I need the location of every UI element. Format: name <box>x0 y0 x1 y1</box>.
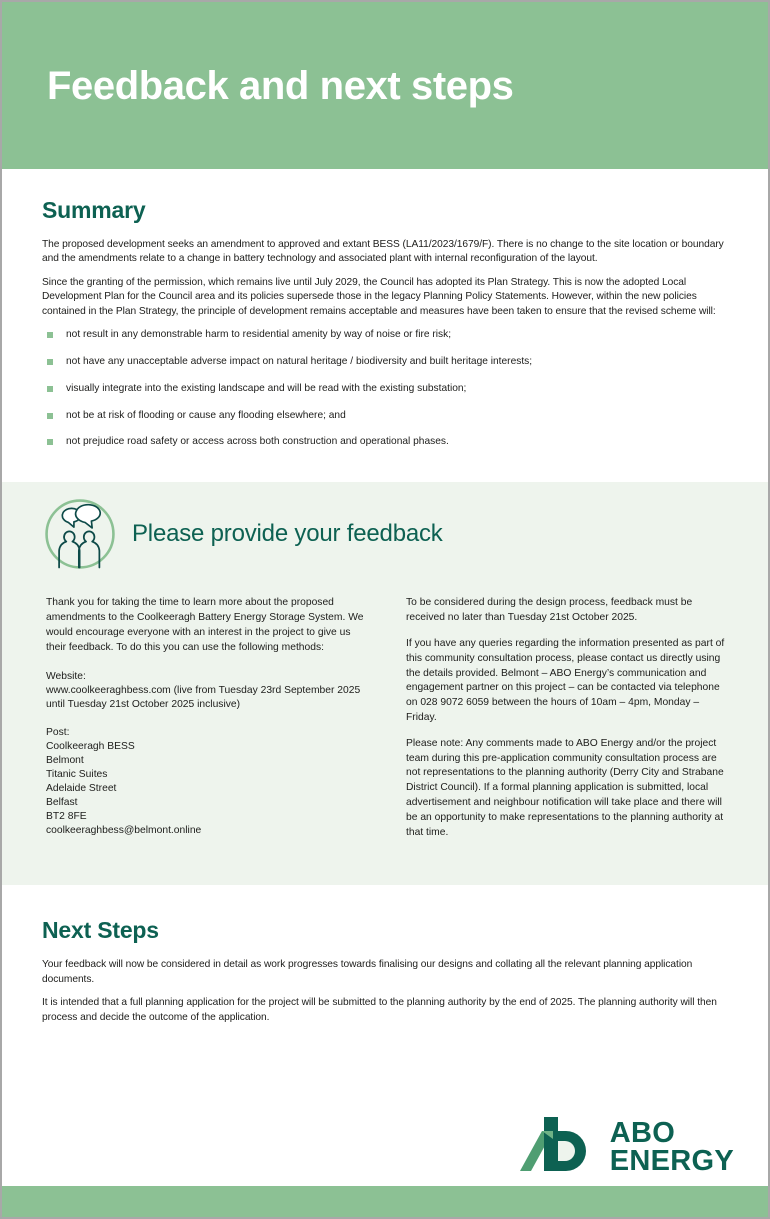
address-line: Belmont <box>46 754 84 766</box>
abo-monogram-icon <box>520 1117 598 1179</box>
address-line: Coolkeeragh BESS <box>46 740 135 752</box>
list-item-label: visually integrate into the existing landscape and will be read with the existing substation; <box>66 382 467 394</box>
address-line: Adelaide Street <box>46 782 117 794</box>
list-item <box>42 382 728 396</box>
summary-paragraph-2: Since the granting of the permission, which remains live until July 2029, the Council has adopted its Plan Strategy. This is now the adopted Local Development Plan for the Council area and its policies supersede those in the legacy Planning Policy Statements. However, within the new policies contained in the Plan Strategy, the principle of development remains acceptable and measures have been taken to ensure that the revised scheme will: <box>42 276 716 317</box>
list-item <box>42 355 728 369</box>
next-steps-paragraph-2: It is intended that a full planning application for the project will be submitted to the planning authority by the end of 2025. The planning authority will then process and decide the outcome of the application. <box>42 997 717 1023</box>
list-item-label: not prejudice road safety or access across both construction and operational phases. <box>66 436 449 448</box>
address-line: BT2 8FE <box>46 810 87 822</box>
list-item <box>42 435 728 449</box>
square-bullet-icon <box>47 332 53 338</box>
square-bullet-icon <box>47 413 53 419</box>
feedback-please-note-text: Please note: Any comments made to ABO Energy and/or the project team during this pre-application community consultation process are not representations to the planning authority (Derry City and Strabane District Council). If a formal planning application is submitted, local advertisement and neighbour notification will take place and there will be an opportunity to make representations to the planning authority at that time. <box>406 737 724 838</box>
website-value[interactable]: www.coolkeeraghbess.com (live from Tuesday 23rd September 2025 until Tuesday 21st October 2025 inclusive) <box>46 684 361 710</box>
address-line: Belfast <box>46 796 78 808</box>
feedback-intro-text: Thank you for taking the time to learn more about the proposed amendments to the Coolkeeragh Battery Energy Storage System. We would encourage everyone with an interest in the project to give us their feedback. To do this you can use the following methods: <box>46 597 364 653</box>
list-item-label: not result in any demonstrable harm to residential amenity by way of noise or fire risk; <box>66 329 452 341</box>
address-line: Titanic Suites <box>46 768 108 780</box>
feedback-title: Please provide your feedback <box>132 520 443 548</box>
summary-bullet-list <box>42 328 728 449</box>
page-title: Feedback and next steps <box>47 63 514 108</box>
next-steps-section <box>2 885 768 1025</box>
website-block <box>46 670 368 712</box>
summary-section <box>2 169 768 468</box>
summary-heading: Summary <box>42 197 146 223</box>
website-label: Website: <box>46 670 86 682</box>
page-header-band <box>2 2 768 169</box>
square-bullet-icon <box>47 359 53 365</box>
list-item-label: not be at risk of flooding or cause any flooding elsewhere; and <box>66 409 346 421</box>
email-address[interactable]: coolkeeraghbess@belmont.online <box>46 824 202 836</box>
list-item <box>42 328 728 342</box>
list-item-label: not have any unacceptable adverse impact on natural heritage / biodiversity and built heritage interests; <box>66 356 533 368</box>
people-speech-bubbles-icon <box>42 496 118 572</box>
feedback-left-column <box>46 596 368 851</box>
next-steps-heading: Next Steps <box>42 917 159 944</box>
summary-paragraph-1: The proposed development seeks an amendment to approved and extant BESS (LA11/2023/1679/F). There is no change to the site location or boundary and the amendments relate to a change in battery technology and associated plant with internal reconfiguration of the layout. <box>42 239 724 265</box>
feedback-right-column <box>406 596 728 851</box>
post-label: Post: <box>46 726 70 738</box>
abo-energy-wordmark <box>609 1117 734 1177</box>
page-footer-band <box>2 1186 768 1217</box>
abo-energy-logo <box>520 1117 734 1179</box>
square-bullet-icon <box>47 386 53 392</box>
logo-line-1: ABO <box>609 1117 676 1150</box>
logo-line-2: ENERGY <box>609 1145 734 1177</box>
list-item <box>42 409 728 423</box>
feedback-section <box>2 482 768 885</box>
feedback-header <box>42 496 728 572</box>
feedback-columns <box>42 596 728 851</box>
square-bullet-icon <box>47 439 53 445</box>
feedback-queries-text: If you have any queries regarding the information presented as part of this community consultation process, please contact us directly using the details provided. Belmont – ABO Energy’s communication and engagement partner on this project – can be contacted via telephone on 028 9072 6059 between the hours of 10am – 4pm, Monday – Friday. <box>406 637 725 723</box>
next-steps-paragraph-1: Your feedback will now be considered in detail as work progresses towards finalising our designs and collating all the relevant planning application documents. <box>42 959 693 985</box>
post-block <box>46 726 368 838</box>
feedback-deadline-text: To be considered during the design process, feedback must be received no later than Tuesday 21st October 2025. <box>406 597 693 624</box>
